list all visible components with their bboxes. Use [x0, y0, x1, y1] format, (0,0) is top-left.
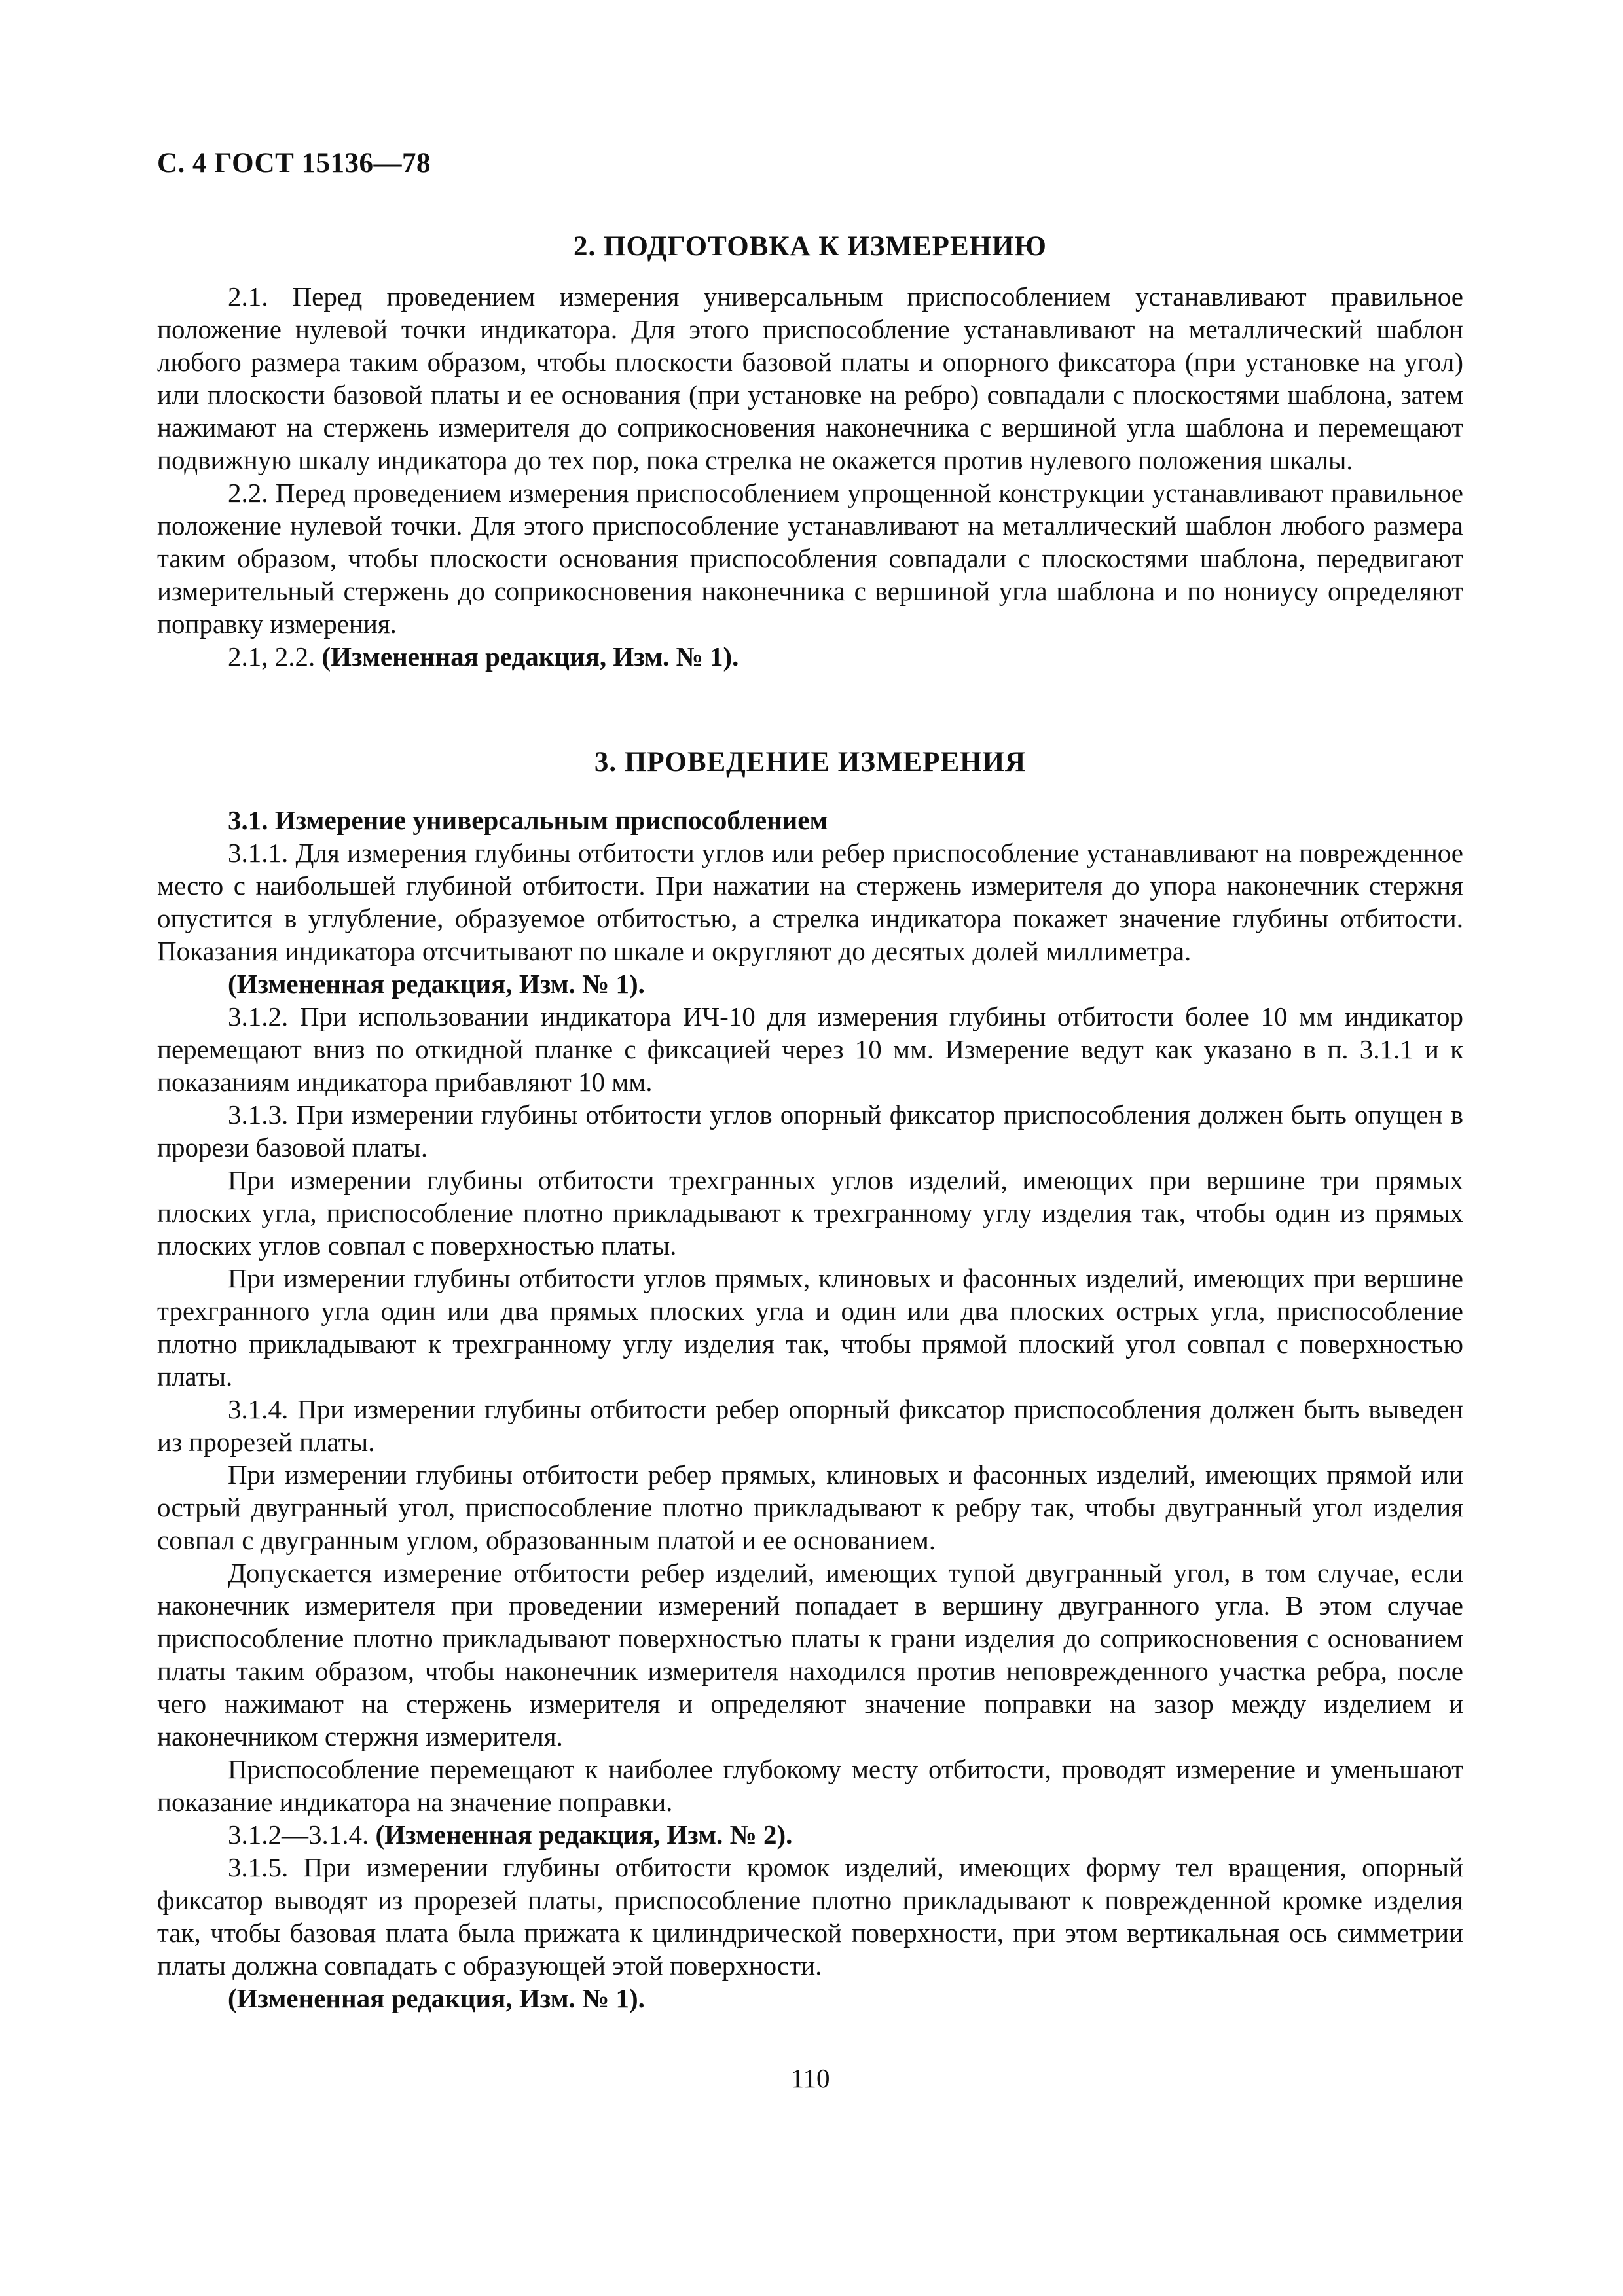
- amendment-text: (Измененная редакция, Изм. № 2).: [375, 1820, 793, 1850]
- document-page: [157, 0, 1463, 2296]
- section-2-heading: 2. ПОДГОТОВКА К ИЗМЕРЕНИЮ: [574, 231, 1047, 262]
- section-3-heading: 3. ПРОВЕДЕНИЕ ИЗМЕРЕНИЯ: [594, 747, 1027, 778]
- paragraph-3-1-4-c: Допускается измерение отбитости ребер изделий, имеющих тупой двугранный угол, в том случае, если наконечник измерителя при проведении измерений попадает в вершину двугранного угла. В этом случае приспособление плотно прикладывают поверхностью платы к грани изделия до соприкосновения с основанием платы таким образом, чтобы наконечник измерителя находился против неповрежденного участка ребра, после чего нажимают на стержень измерителя и определяют значение поправки на зазор между изделием и наконечником стержня измерителя.: [157, 1558, 1463, 1751]
- paragraph-3-1-4: 3.1.4. При измерении глубины отбитости ребер опорный фиксатор приспособления должен быть выведен из прорезей платы.: [157, 1394, 1463, 1457]
- amendment-text: (Измененная редакция, Изм. № 1).: [321, 641, 739, 672]
- paragraph-3-1-3-b: При измерении глубины отбитости трехгранных углов изделий, имеющих при вершине три прямых плоских угла, приспособление плотно прикладывают к трехгранному углу изделия так, чтобы один из прямых плоских углов совпал с поверхностью платы.: [157, 1165, 1463, 1261]
- paragraph-3-1-1: 3.1.1. Для измерения глубины отбитости углов или ребер приспособление устанавливают на поврежденное место с наибольшей глубиной отбитости. При нажатии на стержень измерителя до упора наконечник стержня опустится в углубление, образуемое отбитостью, а стрелка индикатора покажет значение глубины отбитости. Показания индикатора отсчитывают по шкале и округляют до десятых долей миллиметра.: [157, 838, 1463, 966]
- amendment-note-3-1-5: (Измененная редакция, Изм. № 1).: [228, 1983, 645, 2013]
- page-header: С. 4 ГОСТ 15136—78: [157, 148, 431, 179]
- section-3-body: [157, 804, 1463, 2015]
- amendment-note-2: [157, 640, 1463, 673]
- paragraph-3-1-3: 3.1.3. При измерении глубины отбитости углов опорный фиксатор приспособления должен быть опущен в прорези базовой платы.: [157, 1100, 1463, 1162]
- page-number: 110: [790, 2063, 830, 2093]
- amendment-note-3-1-1: (Измененная редакция, Изм. № 1).: [228, 969, 645, 999]
- subsection-3-1-title: 3.1. Измерение универсальным приспособлением: [228, 805, 828, 835]
- amendment-note-3-1-2-4: [157, 1818, 1463, 1851]
- paragraph-3-1-4-b: При измерении глубины отбитости ребер прямых, клиновых и фасонных изделий, имеющих прямой или острый двугранный угол, приспособление плотно прикладывают к ребру так, чтобы двугранный угол изделия совпал с двугранным углом, образованным платой и ее основанием.: [157, 1460, 1463, 1555]
- amendment-ref: 3.1.2—3.1.4.: [228, 1820, 369, 1850]
- paragraph-2-1: 2.1. Перед проведением измерения универсальным приспособлением устанавливают правильное положение нулевой точки индикатора. Для этого приспособление устанавливают на металлический шаблон любого размера таким образом, чтобы плоскости базовой платы и опорного фиксатора (при установке на угол) или плоскости базовой платы и ее основания (при установке на ребро) совпадали с плоскостями шаблона, затем нажимают на стержень измерителя до соприкосновения наконечника с вершиной угла шаблона и перемещают подвижную шкалу индикатора до тех пор, пока стрелка не окажется против нулевого положения шкалы.: [157, 281, 1463, 475]
- paragraph-3-1-4-d: Приспособление перемещают к наиболее глубокому месту отбитости, проводят измерение и уменьшают показание индикатора на значение поправки.: [157, 1754, 1463, 1817]
- amendment-ref: 2.1, 2.2.: [228, 641, 316, 672]
- paragraph-3-1-5: 3.1.5. При измерении глубины отбитости кромок изделий, имеющих форму тел вращения, опорный фиксатор выводят из прорезей платы, приспособление плотно прикладывают к поврежденной кромке изделия так, чтобы базовая плата была прижата к цилиндрической поверхности, при этом вертикальная ось симметрии платы должна совпадать с образующей этой поверхности.: [157, 1852, 1463, 1981]
- paragraph-3-1-2: 3.1.2. При использовании индикатора ИЧ-10 для измерения глубины отбитости более 10 мм индикатор перемещают вниз по откидной планке с фиксацией через 10 мм. Измерение ведут как указано в п. 3.1.1 и к показаниям индикатора прибавляют 10 мм.: [157, 1001, 1463, 1097]
- section-2-body: [157, 280, 1463, 673]
- paragraph-3-1-3-c: При измерении глубины отбитости углов прямых, клиновых и фасонных изделий, имеющих при вершине трехгранного угла один или два прямых плоских угла и один или два плоских острых угла, приспособление плотно прикладывают к трехгранному углу изделия так, чтобы прямой плоский угол совпал с поверхностью платы.: [157, 1263, 1463, 1391]
- paragraph-2-2: 2.2. Перед проведением измерения приспособлением упрощенной конструкции устанавливают правильное положение нулевой точки. Для этого приспособление устанавливают на металлический шаблон любого размера таким образом, чтобы плоскости основания приспособления совпадали с плоскостями шаблона, передвигают измерительный стержень до соприкосновения наконечника с вершиной угла шаблона и по нониусу определяют поправку измерения.: [157, 478, 1463, 639]
